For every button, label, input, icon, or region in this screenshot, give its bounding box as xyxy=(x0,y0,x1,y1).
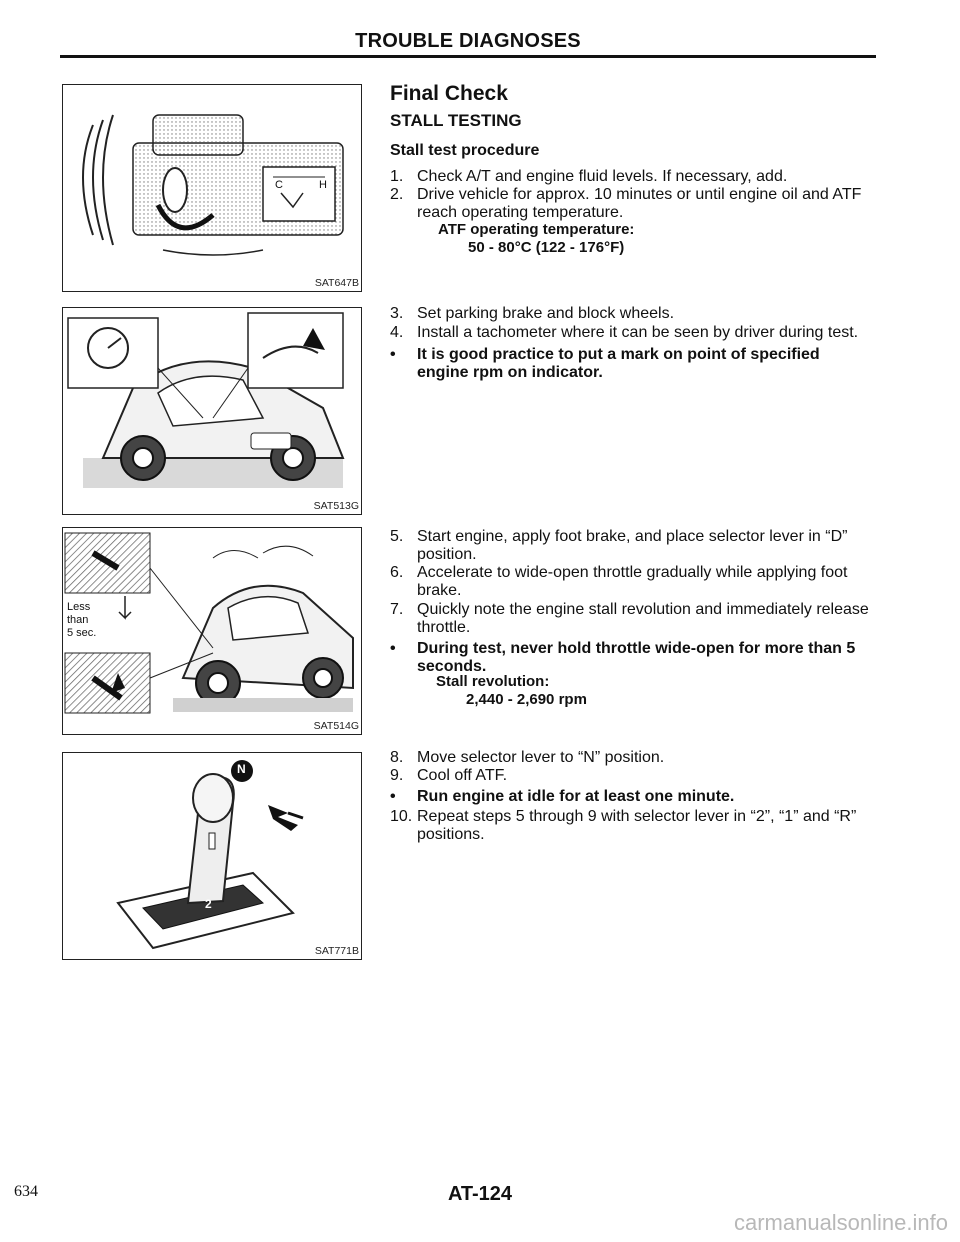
step-text: Quickly note the engine stall revolution and immediately release throttle. xyxy=(417,601,869,636)
step-number: 3. xyxy=(390,305,404,322)
step-item xyxy=(390,305,875,323)
step-number: 7. xyxy=(390,601,404,618)
step-number: 2. xyxy=(390,186,404,203)
step-item xyxy=(390,324,875,342)
section-subtitle: STALL TESTING xyxy=(390,111,522,130)
step-item xyxy=(390,767,875,785)
car-tachometer-illustration xyxy=(63,308,363,516)
figure-sat647b xyxy=(62,84,362,292)
step-number: 9. xyxy=(390,767,404,784)
step-item xyxy=(390,601,875,637)
bullet: • xyxy=(390,640,396,657)
note-item xyxy=(390,346,875,382)
step-text: Accelerate to wide-open throttle gradually while applying foot brake. xyxy=(417,564,848,599)
atf-temperature-label: ATF operating temperature: xyxy=(438,221,635,238)
watermark: carmanualsonline.info xyxy=(733,1210,948,1235)
step-number: 8. xyxy=(390,749,404,766)
step-text: Check A/T and engine fluid levels. If necessary, add. xyxy=(417,168,788,185)
step-item xyxy=(390,528,875,564)
dipstick-illustration xyxy=(63,85,363,293)
page-number: 634 xyxy=(14,1183,38,1200)
step-number: 1. xyxy=(390,168,404,185)
step-text: Start engine, apply foot brake, and place selector lever in “D” position. xyxy=(417,528,848,563)
procedure-title: Stall test procedure xyxy=(390,142,540,159)
note-text: It is good practice to put a mark on point of specified engine rpm on indicator. xyxy=(417,346,820,381)
step-text: Install a tachometer where it can be seen by driver during test. xyxy=(417,324,859,341)
step-text: Set parking brake and block wheels. xyxy=(417,305,675,322)
step-text: Move selector lever to “N” position. xyxy=(417,749,665,766)
bullet: • xyxy=(390,346,396,363)
stall-test-illustration xyxy=(63,528,363,736)
figure-code: SAT514G xyxy=(313,720,359,732)
step-text: Drive vehicle for approx. 10 minutes or until engine oil and ATF reach operating temperature. xyxy=(417,186,862,221)
step-text: Cool off ATF. xyxy=(417,767,508,784)
section-page-label: AT-124 xyxy=(447,1183,513,1205)
note-text: During test, never hold throttle wide-open for more than 5 seconds. xyxy=(417,640,856,675)
fig1-label-c: C xyxy=(275,179,283,191)
step-item xyxy=(390,564,875,600)
fig4-label-n: N xyxy=(237,762,246,776)
stall-revolution-value: 2,440 - 2,690 rpm xyxy=(466,691,587,708)
stall-revolution-label: Stall revolution: xyxy=(436,673,550,690)
step-text: Repeat steps 5 through 9 with selector lever in “2”, “1” and “R” positions. xyxy=(417,808,857,843)
step-number: 10. xyxy=(390,808,413,825)
step-item xyxy=(390,808,875,844)
figure-sat513g xyxy=(62,307,362,515)
atf-temperature-value: 50 - 80°C (122 - 176°F) xyxy=(468,239,625,256)
figure-code: SAT513G xyxy=(313,500,359,512)
selector-lever-illustration xyxy=(63,753,363,961)
fig3-label-5sec: 5 sec. xyxy=(67,627,97,639)
step-item xyxy=(390,168,875,186)
fig3-label-than: than xyxy=(67,614,89,626)
note-item xyxy=(390,640,875,676)
figure-sat514g xyxy=(62,527,362,735)
step-number: 6. xyxy=(390,564,404,581)
figure-code: SAT647B xyxy=(314,277,359,289)
note-text: Run engine at idle for at least one minute. xyxy=(417,788,735,805)
step-item xyxy=(390,186,875,222)
step-item xyxy=(390,749,875,767)
step-number: 5. xyxy=(390,528,404,545)
bullet: • xyxy=(390,788,396,805)
fig1-label-h: H xyxy=(319,179,327,191)
note-item xyxy=(390,788,875,806)
step-number: 4. xyxy=(390,324,404,341)
section-title: Final Check xyxy=(390,82,508,105)
figure-sat771b xyxy=(62,752,362,960)
page-header-title: TROUBLE DIAGNOSES xyxy=(355,30,581,52)
fig4-label-2: 2 xyxy=(205,897,212,911)
figure-code: SAT771B xyxy=(314,945,359,957)
fig3-label-less: Less xyxy=(67,601,91,613)
header-rule xyxy=(60,55,876,58)
